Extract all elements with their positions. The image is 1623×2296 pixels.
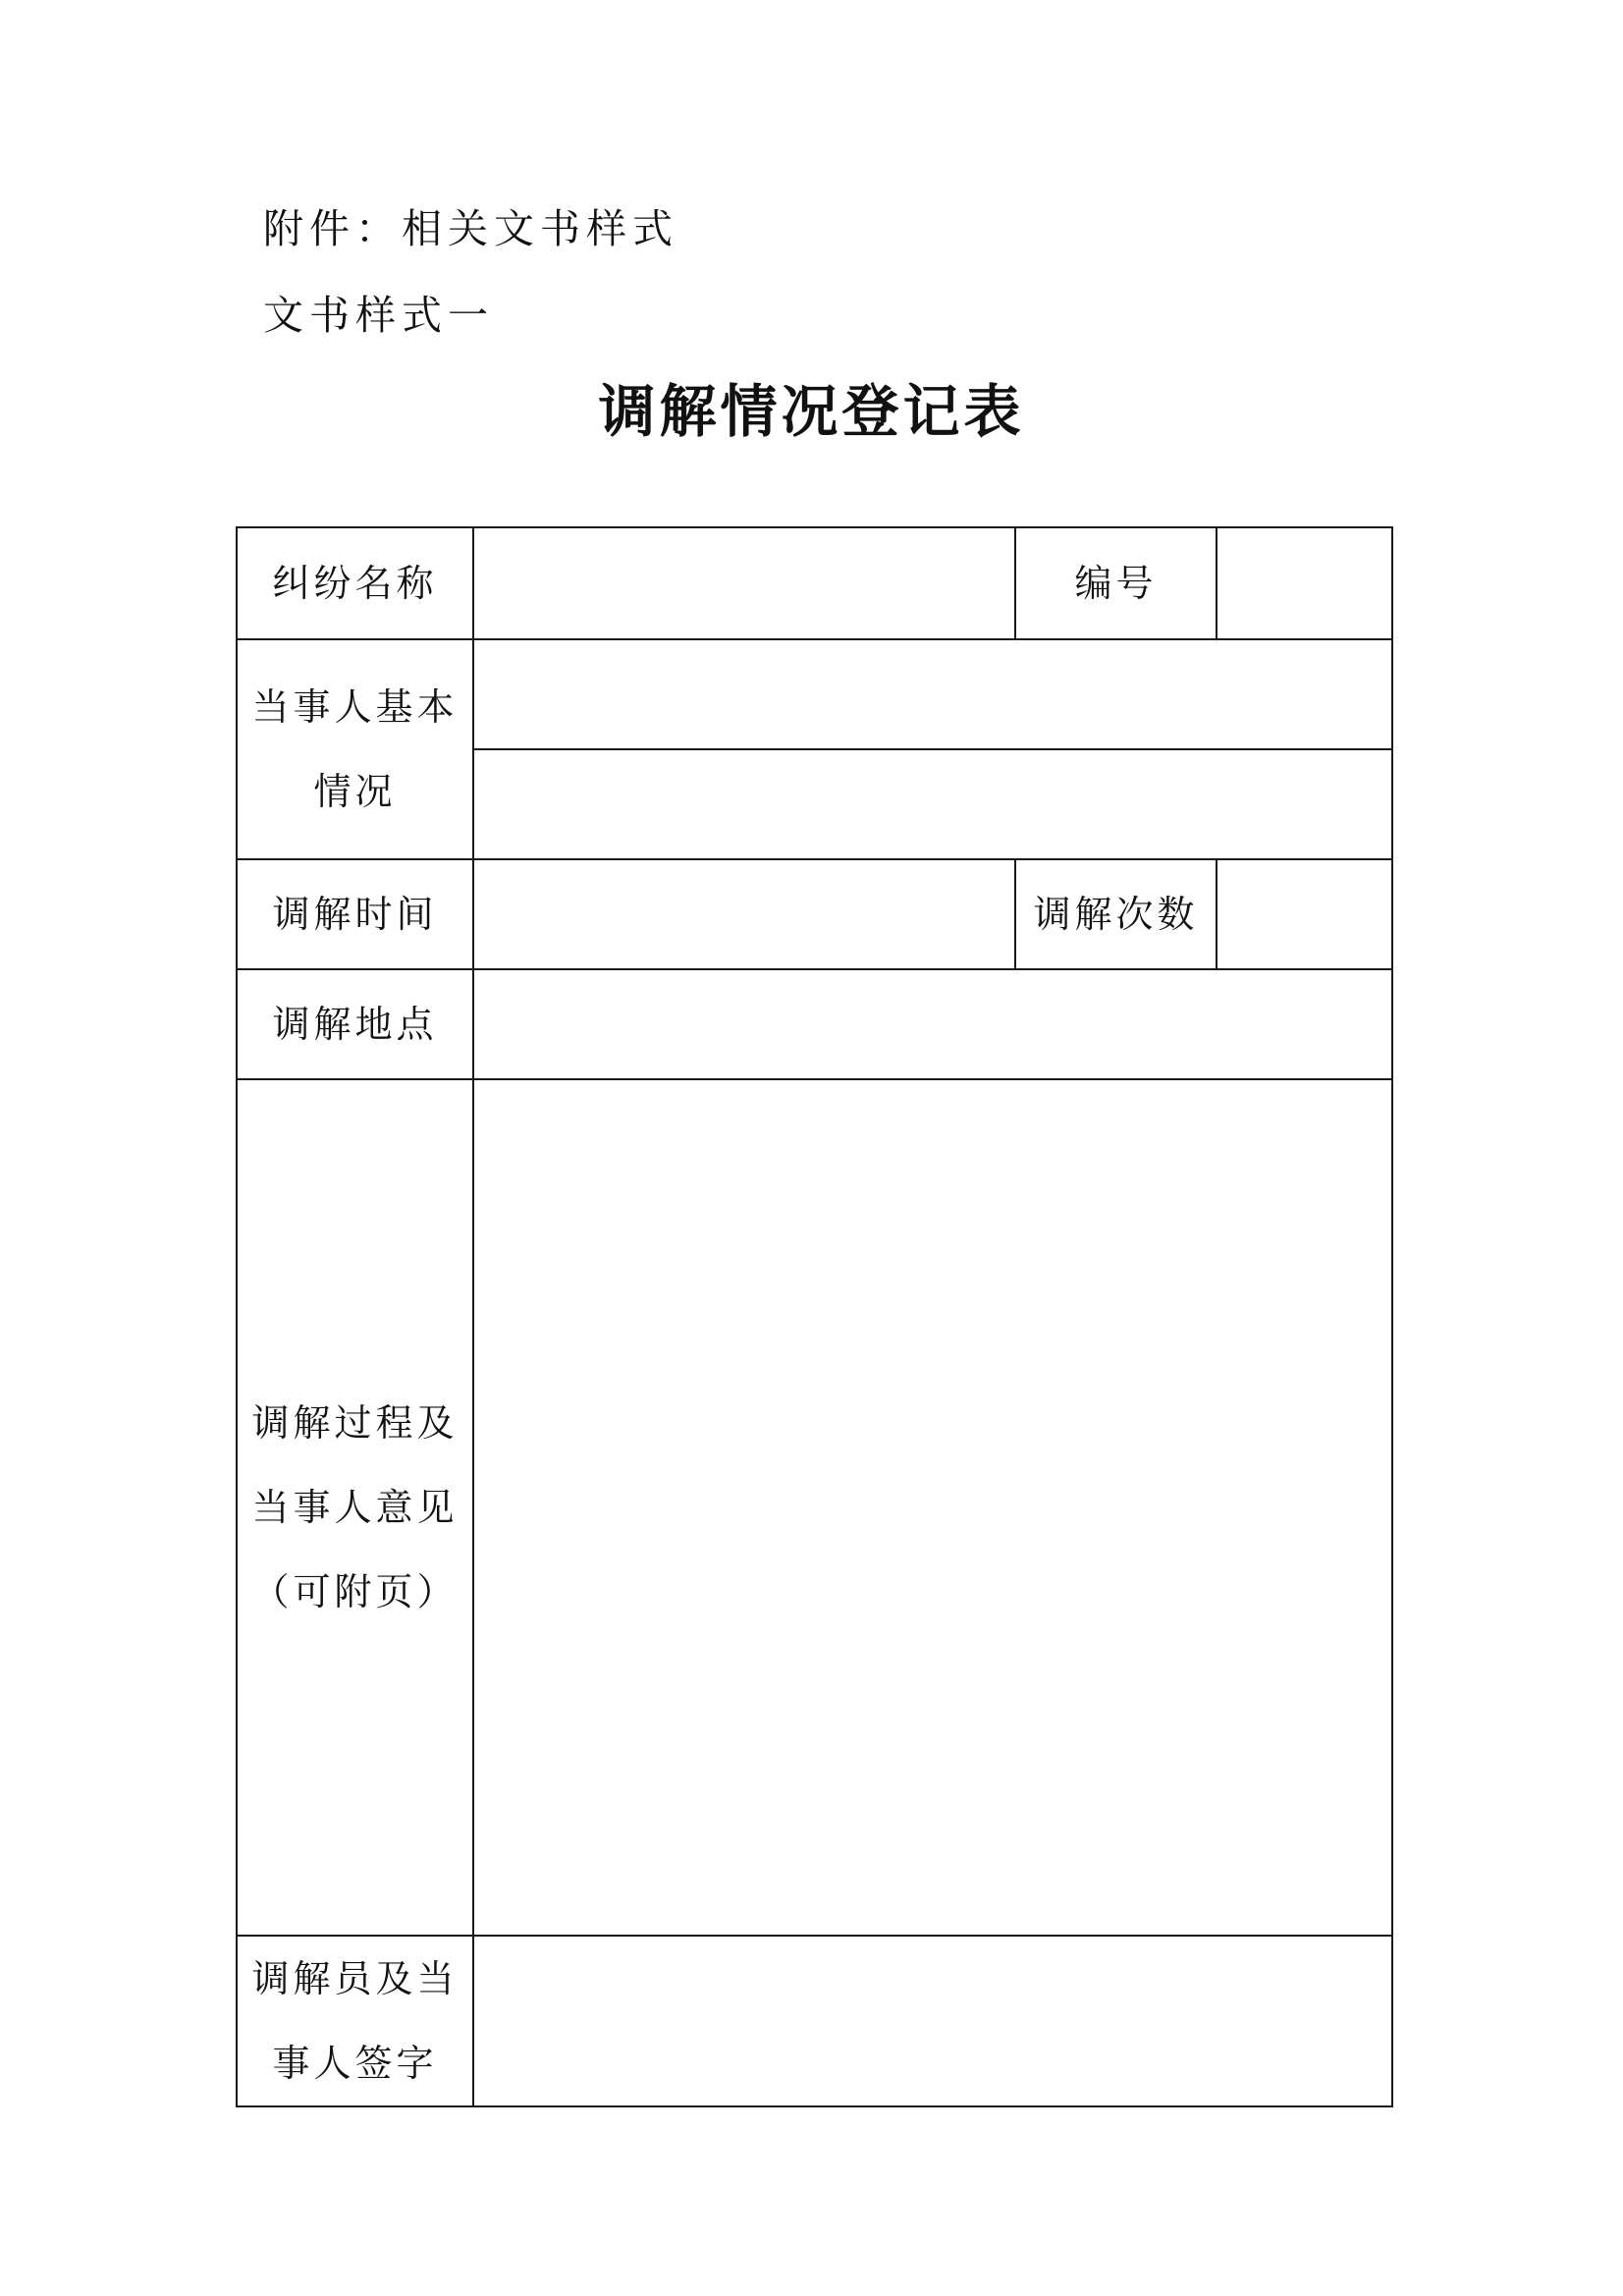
party-info-field-2[interactable] bbox=[473, 749, 1392, 859]
mediation-registration-table bbox=[236, 526, 1393, 2107]
signature-field[interactable] bbox=[473, 1936, 1392, 2106]
row-dispute-name bbox=[237, 527, 1392, 639]
process-label-line2: 当事人意见 bbox=[251, 1486, 459, 1529]
row-signature bbox=[237, 1936, 1392, 2106]
row-party-info-1 bbox=[237, 639, 1392, 749]
signature-label bbox=[237, 1936, 473, 2106]
mediation-process-label bbox=[237, 1079, 473, 1936]
process-label-line1: 调解过程及 bbox=[251, 1401, 459, 1445]
party-info-label-line1: 当事人基本 bbox=[251, 685, 459, 729]
form-title: 调解情况登记表 bbox=[598, 378, 1025, 445]
number-field[interactable] bbox=[1217, 527, 1392, 639]
dispute-name-field[interactable] bbox=[473, 527, 1015, 639]
process-label-line3: （可附页） bbox=[251, 1570, 459, 1613]
row-mediation-time bbox=[237, 859, 1392, 969]
signature-label-line2: 事人签字 bbox=[272, 2042, 438, 2085]
row-mediation-process bbox=[237, 1079, 1392, 1936]
mediation-place-field[interactable] bbox=[473, 969, 1392, 1079]
mediation-time-label: 调解时间 bbox=[237, 859, 473, 969]
number-label: 编号 bbox=[1015, 527, 1217, 639]
document-style-label: 文书样式一 bbox=[263, 292, 494, 339]
party-info-label bbox=[237, 639, 473, 859]
dispute-name-label: 纠纷名称 bbox=[237, 527, 473, 639]
attachment-heading: 附件：相关文书样式 bbox=[263, 205, 678, 252]
mediation-process-field[interactable] bbox=[473, 1079, 1392, 1936]
row-mediation-place bbox=[237, 969, 1392, 1079]
mediation-place-label: 调解地点 bbox=[237, 969, 473, 1079]
signature-label-line1: 调解员及当 bbox=[251, 1957, 459, 2000]
party-info-field-1[interactable] bbox=[473, 639, 1392, 749]
mediation-count-field[interactable] bbox=[1217, 859, 1392, 969]
mediation-time-field[interactable] bbox=[473, 859, 1015, 969]
party-info-label-line2: 情况 bbox=[313, 770, 397, 813]
mediation-count-label: 调解次数 bbox=[1015, 859, 1217, 969]
